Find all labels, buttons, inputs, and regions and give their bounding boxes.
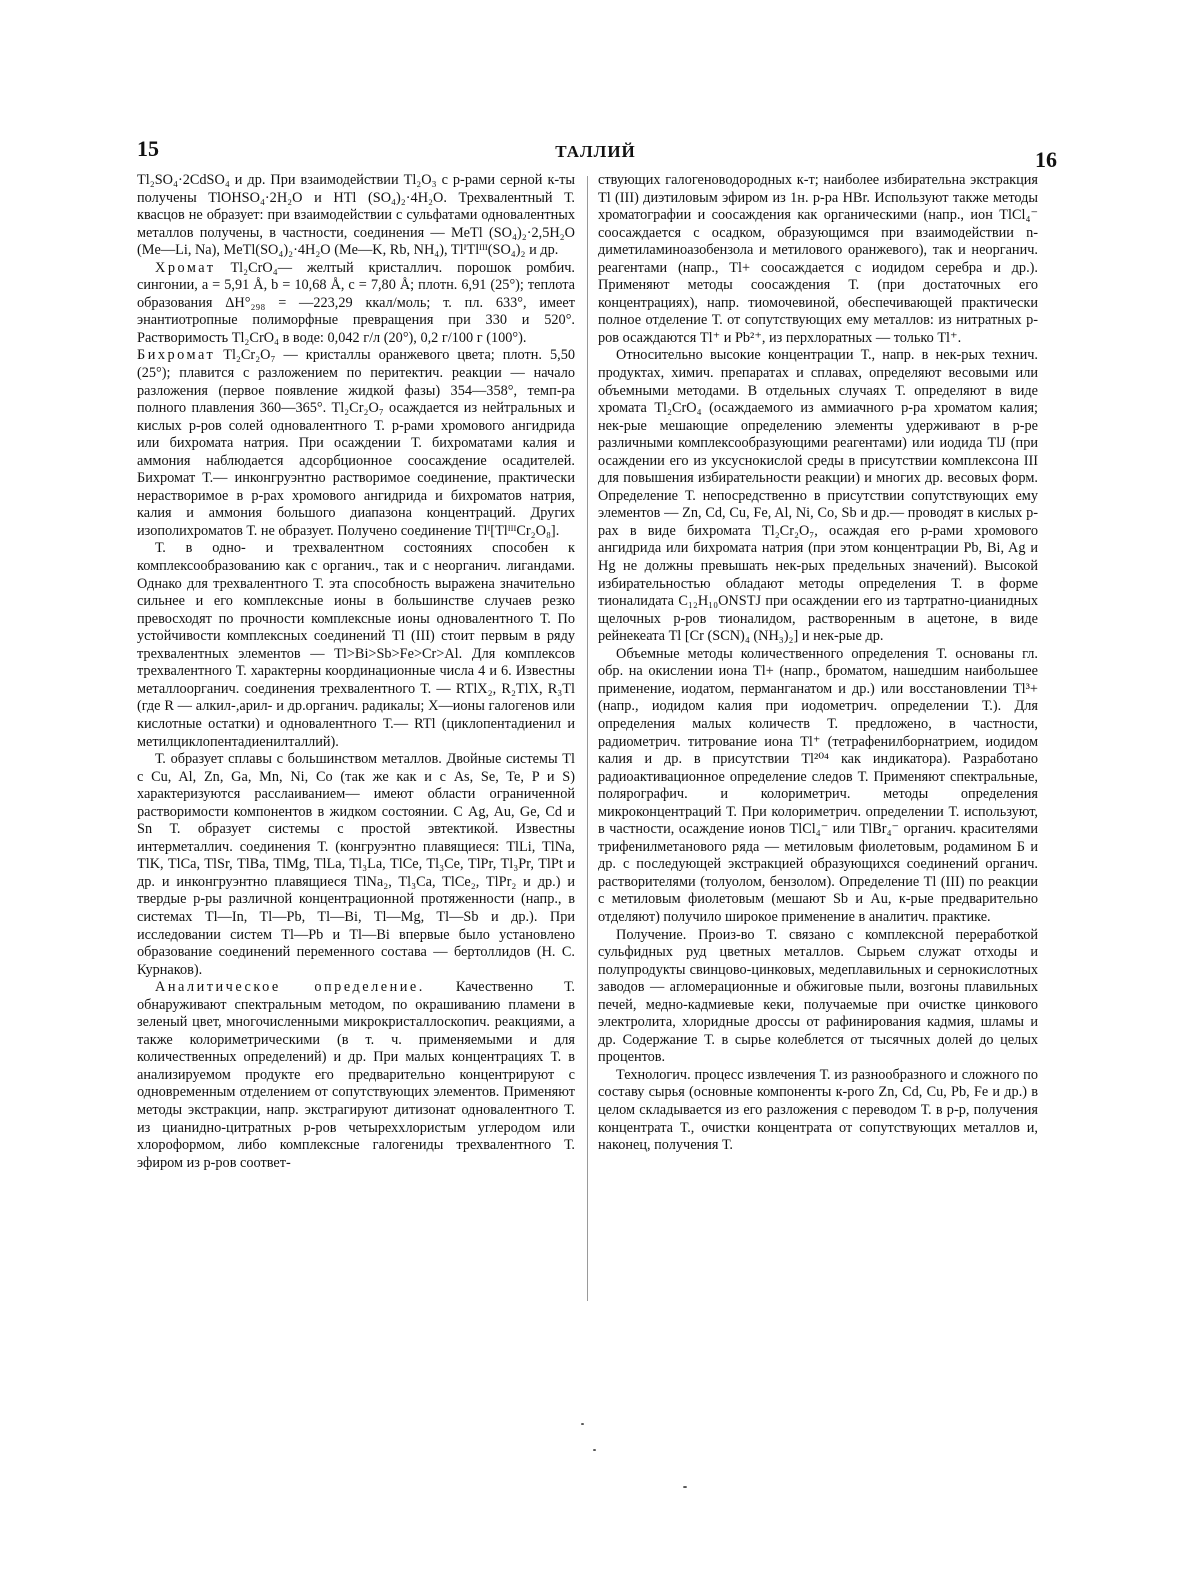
left-page-number: 15 — [137, 136, 159, 161]
running-head: ТАЛЛИЙ — [555, 142, 636, 161]
paragraph-text: Tl₂Cr₂O₇ — кристаллы оранжевого цвета; плотн. 5,50 (25°); плавится с разложением по перитектич. реакции — начало разложения (первое появление жидкой фазы) 354—358°, темп-ра полного плавления 360—365°. Tl₂Cr₂O₇ осаждается из нейтральных и кислых р-ров солей одновалентного Т. р-рами хромового ангидрида или бихромата натрия. При осаждении Т. бихроматами калия и аммония наблюдается адсорбционное соосаждение осадителей. Бихромат Т.— инконгруэнтно растворимое соединение, практически нерастворимое в р-рах хромового ангидрида и бихроматов натрия, калия и аммония большого диапазона концентраций. Других изополихроматов Т. не образует. Получено соединение Tlᴵ[TlᴵᴵᴵCr₂O₈]. — [137, 347, 575, 539]
paragraph — [137, 979, 575, 1172]
paragraph — [137, 540, 575, 751]
paragraph — [137, 751, 575, 979]
paragraph-text: Качественно Т. обнаруживают спектральным методом, по окрашиванию пламени в зеленый цвет, многочисленными микрокристаллоскопич. реакциями, а также колориметрическими (в т. ч. применяемыми и для количественных определений) и др. При малых концентрациях Т. в анализируемом продукте его предварительно концентрируют с одновременным отделением от сопутствующих элементов. Применяют методы экстракции, напр. экстрагируют дитизонат одновалентного Т. из цианидно-цитратных р-ров четыреххлористым углеродом или хлороформом, либо комплексные галогениды трехвалентного Т. эфиром из р-ров соответ- — [137, 979, 575, 1171]
paragraph-text: Т. в одно- и трехвалентном состояниях способен к комплексообразованию как с органич., так и с неорганич. лигандами. Однако для трехвалентного Т. эта способность выражена значительно сильнее и его комплексные ионы в большинстве случаев резко превосходят по прочности комплексные ионы одновалентного Т. По устойчивости комплексных соединений Tl (III) стоит первым в ряду трехвалентных элементов — Tl>Bi>Sb>Fe>Cr>Al. Для комплексов трехвалентного Т. характерны координационные числа 4 и 6. Известны металлоорганич. соединения трехвалентного Т. — RTlX₂, R₂TlX, R₃Tl (где R — алкил-,арил- и др.органич. радикалы; X—ионы галогенов или кислотные остатки) и одновалентного Т.— RTl (циклопентадиенил и метилциклопентадиенилталлий). — [137, 540, 575, 750]
paragraph-text: Tl₂SO₄·2CdSO₄ и др. При взаимодействии Tl₂O₃ с р-рами серной к-ты получены TlOHSO₄·2H₂O и HTl (SO₄)₂·4H₂O. Трехвалентный Т. квасцов не образует: при взаимодействии с сульфатами одновалентных металлов получены, в частности, соединения — MeTl (SO₄)₂·2,5H₂O (Me—Li, Na), MeTl(SO₄)₂·4H₂O (Me—K, Rb, NH₄), TlᴵTlᴵᴵᴵ(SO₄)₂ и др. — [137, 172, 575, 259]
paragraph-text: Относительно высокие концентрации Т., напр. в нек-рых технич. продуктах, химич. препаратах и сплавах, определяют весовыми или объемными методами. В отдельных случаях Т. определяют в виде хромата Tl₂CrO₄ (осаждаемого из аммиачного р-ра хроматом калия; нек-рые мешающие определению элементы удерживают в р-ре различными комплексообразующими реагентами) или иодида TlJ (при осаждении его из уксуснокислой среды в присутствии комплексона III для повышения избирательности реакции) и многих др. весовых форм. Определение Т. непосредственно в присутствии сопутствующих ему элементов — Zn, Cd, Cu, Fe, Al, Ni, Co, Sb и др.— проводят в кислых р-рах в виде бихромата Tl₂Cr₂O₇, осаждая его р-рами хромового ангидрида или бихромата натрия (при этом концентрации Pb, Bi, Ag и Hg не должны превышать нек-рых предельных значений). Высокой избирательностью обладают методы определения Т. в форме тионалидата C₁₂H₁₀ONSTJ при осаждении его из тартратно-цианидных щелочных р-ров тионалидом, растворенным в ацетоне, в виде рейнекеата Tl [Cr (SCN)₄ (NH₃)₂] и нек-рые др. — [598, 347, 1038, 645]
paragraph — [137, 172, 575, 260]
scan-speck — [593, 1449, 596, 1451]
column-divider — [587, 176, 588, 1301]
paragraph — [598, 347, 1038, 645]
paragraph-text: Объемные методы количественного определения Т. основаны гл. обр. на окислении иона Tl+ (напр., броматом, нашедшим наибольшее применение, иодатом, перманганатом и др.) или восстановлении Tl³+ (напр., иодидом калия при иодометрич. определении Т.). Для определения малых количеств Т. предложено, в частности, радиометрич. титрование иона Tl⁺ (тетрафенилборнатрием, иодидом калия и др. в присутствии Tl²⁰⁴ как индикатора). Разработано радиоактивационное определение следов Т. Применяют спектральные, полярографич. и колориметрич. методы определения микроконцентраций Т. При колориметрич. определении Т. используют, в частности, осаждение ионов TlCl₄⁻ или TlBr₄⁻ органич. красителями трифенилметанового ряда — метиловым фиолетовым, родамином Б и др. с последующей экстракцией образующихся соединений органич. растворителями (толуолом, бензолом). Определение Tl (III) по реакции с метиловым фиолетовым (мешают Sb и Au, к-рые предварительно отделяют) получило широкое применение в аналитич. практике. — [598, 645, 1038, 925]
section-heading: Хромат — [155, 259, 216, 276]
paragraph-text: ствующих галогеноводородных к-т; наиболее избирательна экстракция Tl (III) диэтиловым эфиром из 1н. р-ра HBr. Используют также методы хроматографии и соосаждения как органическими (напр., ион TlCl₄⁻ соосаждается с осадком, образующимся при взаимодействии n-диметиламиноазобензола и метилового оранжевого), так и неорганич. реагентами (напр., Tl+ соосаждается с иодидом серебра и др.). Применяют методы соосаждения Т. (при достаточных его концентрациях), напр. тиомочевиной, обеспечивающей практически полное отделение Т. от сопутствующих ему металлов: из нитратных р-ров осаждаются Tl⁺ и Pb²⁺, из перхлоратных — только Tl⁺. — [598, 172, 1038, 346]
paragraph-text: Т. образует сплавы с большинством металлов. Двойные системы Tl с Cu, Al, Zn, Ga, Mn, Ni, Co (так же как и с As, Se, Te, P и S) характеризуются расслаиванием— имеют области ограниченной растворимости компонентов в жидком состоянии. С Ag, Au, Ge, Cd и Sn Т. образует системы с простой эвтектикой. Известны интерметаллич. соединения Т. (конгруэнтно плавящиеся: TlLi, TlNa, TlK, TlCa, TlSr, TlBa, TlMg, TlLa, Tl₃La, TlCe, Tl₃Ce, TlPr, Tl₃Pr, TlPt и др. и инконгруэнтно плавящиеся TlNa₂, Tl₃Ca, TlCe₂, TlPr₂ и др.) и твердые р-ры различной концентрационной протяженности (напр., в системах Tl—In, Tl—Pb, Tl—Bi, Tl—Mg, Tl—Sb и др.). При исследовании систем Tl—Pb и Tl—Bi впервые было установлено образование соединений переменного состава — бертоллидов (Н. С. Курнаков). — [137, 751, 575, 978]
left-column — [137, 172, 575, 1172]
section-heading: Аналитическое определение. — [155, 979, 425, 996]
paragraph-text: Tl₂CrO₄— желтый кристаллич. порошок ромбич. сингонии, a = 5,91 Å, b = 10,68 Å, c = 7,80 Å; плотн. 6,91 (25°); теплота образования ΔH°₂₉₈ = —223,29 ккал/моль; т. пл. 633°, имеет энантиотропные полиморфные превращения при 330 и 520°. Растворимость Tl₂CrO₄ в воде: 0,042 г/л (20°), 0,2 г/100 г (100°). — [137, 259, 575, 346]
paragraph-text: Технологич. процесс извлечения Т. из разнообразного и сложного по составу сырья (основные компоненты к-рого Zn, Cd, Cu, Pb, Fe и др.) в целом складывается из его разложения с переводом Т. в р-р, получения концентрата Т., очистки концентрата от сопутствующих металлов и, наконец, получения Т. — [598, 1066, 1038, 1154]
right-page-number: 16 — [1035, 147, 1057, 172]
paragraph — [598, 927, 1038, 1067]
paragraph — [598, 1067, 1038, 1155]
scan-speck — [581, 1423, 584, 1425]
paragraph — [598, 172, 1038, 347]
paragraph — [137, 260, 575, 348]
paragraph — [137, 347, 575, 540]
paragraph — [598, 646, 1038, 927]
section-heading: Бихромат — [137, 347, 216, 364]
paragraph-text: Получение. Произ-во Т. связано с комплексной переработкой сульфидных руд цветных металлов. Сырьем служат отходы и полупродукты свинцово-цинковых, медеплавильных и сернокислотных заводов — агломерационные и обжиговые пыли, возгоны плавильных печей, медно-кадмиевые кеки, получаемые при очистке цинкового электролита, хлоридные дроссы от рафинирования кадмия, шламы и др. Содержание Т. в сырье колеблется от тысячных долей до целых процентов. — [598, 926, 1038, 1066]
right-column — [598, 172, 1038, 1155]
scan-speck — [683, 1486, 687, 1488]
